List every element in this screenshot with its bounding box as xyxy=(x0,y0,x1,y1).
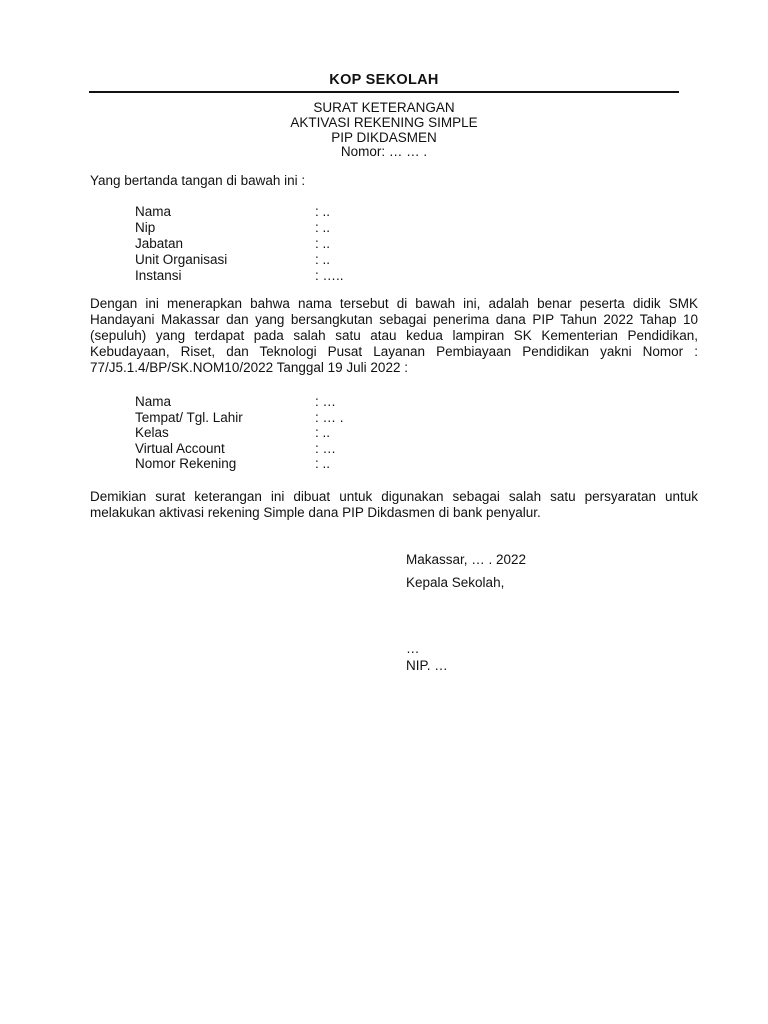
field-value: : .. xyxy=(315,236,331,251)
field-row xyxy=(135,410,435,426)
signature-place-date: Makassar, … . 2022 xyxy=(406,552,527,567)
field-value: : .. xyxy=(315,220,331,235)
field-row xyxy=(135,252,435,268)
field-label: Tempat/ Tgl. Lahir xyxy=(135,409,243,425)
letterhead-divider xyxy=(89,91,679,93)
letter-program: PIP DIKDASMEN xyxy=(331,129,437,145)
field-label: Instansi xyxy=(135,268,182,283)
field-label: Nama xyxy=(135,394,172,409)
field-value: : ….. xyxy=(315,268,344,283)
field-row xyxy=(135,425,435,441)
field-value: : … xyxy=(315,440,337,456)
field-label: Jabatan xyxy=(135,236,184,251)
field-label: Kelas xyxy=(135,425,169,441)
signature-name: … xyxy=(406,641,420,656)
closing-paragraph: Demikian surat keterangan ini dibuat untuk digunakan sebagai salah satu persyaratan untuk melakukan aktivasi rekening Simple dana PIP Dikdasmen di bank penyalur. xyxy=(90,489,698,520)
field-row xyxy=(135,441,435,457)
field-row xyxy=(135,456,435,472)
field-label: Virtual Account xyxy=(135,440,225,456)
field-value: : … . xyxy=(315,409,344,425)
field-label: Nip xyxy=(135,220,156,235)
field-value: : … xyxy=(315,394,337,409)
field-value: : .. xyxy=(315,425,331,441)
signer-fields xyxy=(135,204,435,284)
signature-nip: NIP. … xyxy=(406,658,448,673)
field-label: Unit Organisasi xyxy=(135,252,228,267)
field-value: : .. xyxy=(315,456,331,472)
field-row xyxy=(135,236,435,252)
field-label: Nama xyxy=(135,204,172,219)
field-label: Nomor Rekening xyxy=(135,456,237,472)
signature-role: Kepala Sekolah, xyxy=(406,575,505,590)
statement-paragraph: Dengan ini menerapkan bahwa nama tersebut di bawah ini, adalah benar peserta didik SMK Handayani Makassar dan yang bersangkutan sebagai penerima dana PIP Tahun 2022 Tahap 10 (sepuluh) yang terdapat pada salah satu atau kedua lampiran SK Kementerian Pendidikan, Kebudayaan, Riset, dan Teknologi Pusat Layanan Pembiayaan Pendidikan yakni Nomor : 77/J5.1.4/BP/SK.NOM10/2022 Tanggal 19 Juli 2022 : xyxy=(90,296,698,375)
field-value: : .. xyxy=(315,204,331,219)
field-row xyxy=(135,220,435,236)
letter-number: Nomor: … … . xyxy=(340,144,428,160)
field-row xyxy=(135,204,435,220)
field-row xyxy=(135,268,435,284)
letterhead-title: KOP SEKOLAH xyxy=(329,72,439,88)
field-value: : .. xyxy=(315,252,331,267)
letter-title: SURAT KETERANGAN xyxy=(313,100,455,115)
student-fields xyxy=(135,394,435,472)
letter-title-block xyxy=(0,101,768,160)
letter-subtitle: AKTIVASI REKENING SIMPLE xyxy=(290,114,478,130)
intro-text: Yang bertanda tangan di bawah ini : xyxy=(90,173,306,188)
field-row xyxy=(135,394,435,410)
